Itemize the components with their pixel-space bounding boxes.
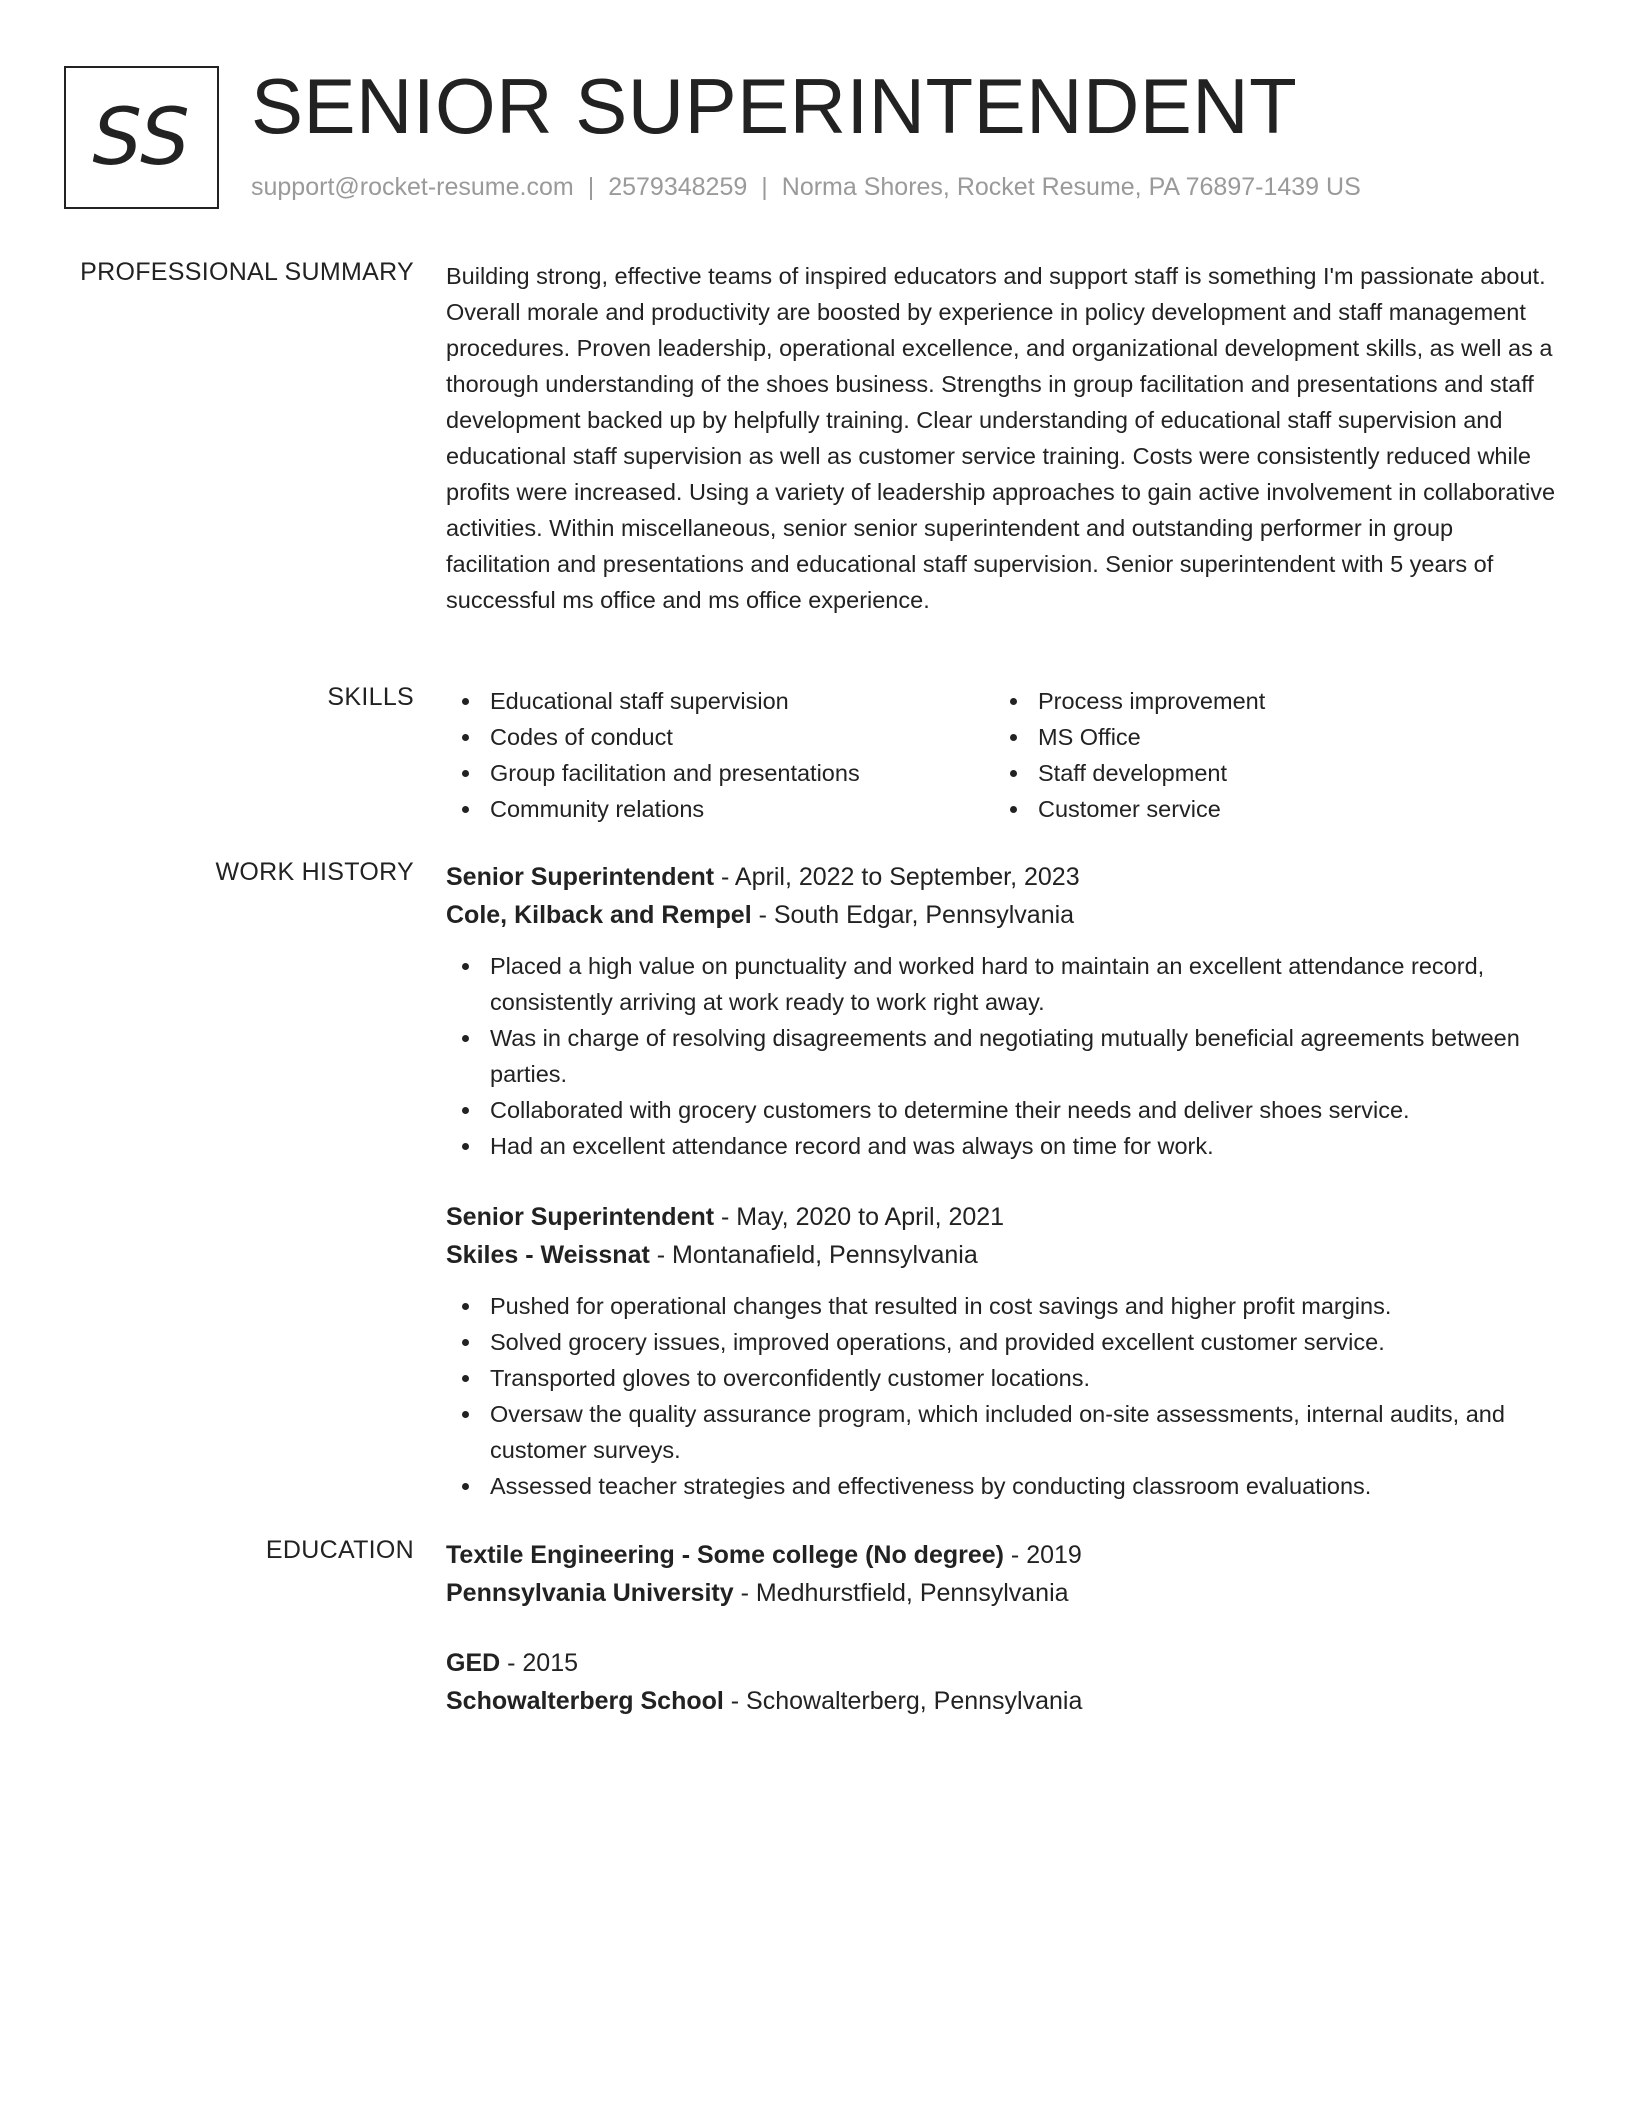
job-duties-list	[446, 948, 1562, 1164]
job-title-line	[446, 1198, 1562, 1236]
job-location: - South Edgar, Pennsylvania	[751, 901, 1075, 929]
job-location: - Montanafield, Pennsylvania	[649, 1241, 978, 1269]
section-heading-skills: SKILLS	[327, 683, 414, 711]
job-duty: Collaborated with grocery customers to determine their needs and deliver shoes service.	[446, 1092, 1562, 1128]
job-company: Skiles - Weissnat	[446, 1241, 650, 1269]
job-dates: - May, 2020 to April, 2021	[714, 1203, 1005, 1231]
skill-item: Codes of conduct	[446, 719, 994, 755]
job-title-line	[446, 858, 1562, 896]
summary-body	[446, 258, 1562, 618]
job-duty: Was in charge of resolving disagreements and negotiating mutually beneficial agreements between parties.	[446, 1020, 1562, 1092]
skills-list-right	[994, 683, 1542, 827]
job-company-line	[446, 896, 1562, 934]
skills-grid	[446, 683, 1562, 827]
skill-item: Customer service	[994, 791, 1542, 827]
skill-item: Process improvement	[994, 683, 1542, 719]
school-line	[446, 1574, 1562, 1612]
job-duty: Transported gloves to overconfidently customer locations.	[446, 1360, 1562, 1396]
degree-line	[446, 1536, 1562, 1574]
degree-name: GED	[446, 1649, 501, 1677]
skill-item: Educational staff supervision	[446, 683, 994, 719]
job-entry	[446, 1198, 1562, 1504]
education-entry	[446, 1536, 1562, 1612]
job-duty: Pushed for operational changes that resulted in cost savings and higher profit margins.	[446, 1288, 1562, 1324]
job-entry	[446, 858, 1562, 1164]
section-heading-work-history: WORK HISTORY	[215, 858, 414, 886]
job-duty: Placed a high value on punctuality and worked hard to maintain an excellent attendance record, consistently arriving at work ready to work right away.	[446, 948, 1562, 1020]
degree-year: - 2015	[500, 1649, 579, 1677]
job-duties-list	[446, 1288, 1562, 1504]
section-heading-education: EDUCATION	[265, 1536, 414, 1564]
job-company: Cole, Kilback and Rempel	[446, 901, 752, 929]
school-name: Schowalterberg School	[446, 1687, 724, 1715]
job-duty: Had an excellent attendance record and was always on time for work.	[446, 1128, 1562, 1164]
school-location: - Schowalterberg, Pennsylvania	[723, 1687, 1083, 1715]
contact-address: Norma Shores, Rocket Resume, PA 76897-1439 US	[781, 173, 1361, 201]
monogram-initials: SS	[92, 92, 191, 183]
degree-line	[446, 1644, 1562, 1682]
degree-name: Textile Engineering - Some college (No degree)	[446, 1541, 1004, 1569]
education-body	[446, 1536, 1562, 1720]
job-title: Senior Superintendent	[446, 863, 715, 891]
job-duty: Assessed teacher strategies and effectiveness by conducting classroom evaluations.	[446, 1468, 1562, 1504]
contact-separator: |	[587, 173, 595, 201]
contact-line	[251, 173, 1361, 202]
job-title: Senior Superintendent	[446, 1203, 715, 1231]
degree-year: - 2019	[1003, 1541, 1082, 1569]
skills-body	[446, 683, 1562, 827]
job-duty: Oversaw the quality assurance program, which included on-site assessments, internal audits, and customer surveys.	[446, 1396, 1562, 1468]
candidate-name: SENIOR SUPERINTENDENT	[251, 62, 1298, 150]
skills-column-left	[446, 683, 994, 827]
school-line	[446, 1682, 1562, 1720]
skills-list-left	[446, 683, 994, 827]
contact-separator: |	[761, 173, 768, 201]
skill-item: Staff development	[994, 755, 1542, 791]
section-heading-summary: PROFESSIONAL SUMMARY	[80, 258, 414, 286]
summary-text: Building strong, effective teams of inspired educators and support staff is something I'm passionate about. Overall morale and productivity are boosted by experience in policy development and staff management procedures. Proven leadership, operational excellence, and organizational development skills, as well as a thorough understanding of the shoes business. Strengths in group facilitation and presentations and staff development backed up by helpfully training. Clear understanding of educational staff supervision and educational staff supervision as well as customer service training. Costs were consistently reduced while profits were increased. Using a variety of leadership approaches to gain active involvement in collaborative activities. Within miscellaneous, senior senior superintendent and outstanding performer in group facilitation and presentations and educational staff supervision. Senior superintendent with 5 years of successful ms office and ms office experience.	[446, 263, 1556, 613]
school-location: - Medhurstfield, Pennsylvania	[733, 1579, 1069, 1607]
contact-email: support@rocket-resume.com	[251, 173, 574, 201]
job-company-line	[446, 1236, 1562, 1274]
school-name: Pennsylvania University	[446, 1579, 734, 1607]
skill-item: Community relations	[446, 791, 994, 827]
work-history-body	[446, 858, 1562, 1504]
education-entry	[446, 1644, 1562, 1720]
skills-column-right	[994, 683, 1542, 827]
skill-item: Group facilitation and presentations	[446, 755, 994, 791]
skill-item: MS Office	[994, 719, 1542, 755]
monogram-box	[64, 66, 219, 209]
contact-phone: 2579348259	[608, 173, 748, 201]
job-dates: - April, 2022 to September, 2023	[714, 863, 1080, 891]
job-duty: Solved grocery issues, improved operations, and provided excellent customer service.	[446, 1324, 1562, 1360]
resume-header	[64, 62, 1584, 210]
